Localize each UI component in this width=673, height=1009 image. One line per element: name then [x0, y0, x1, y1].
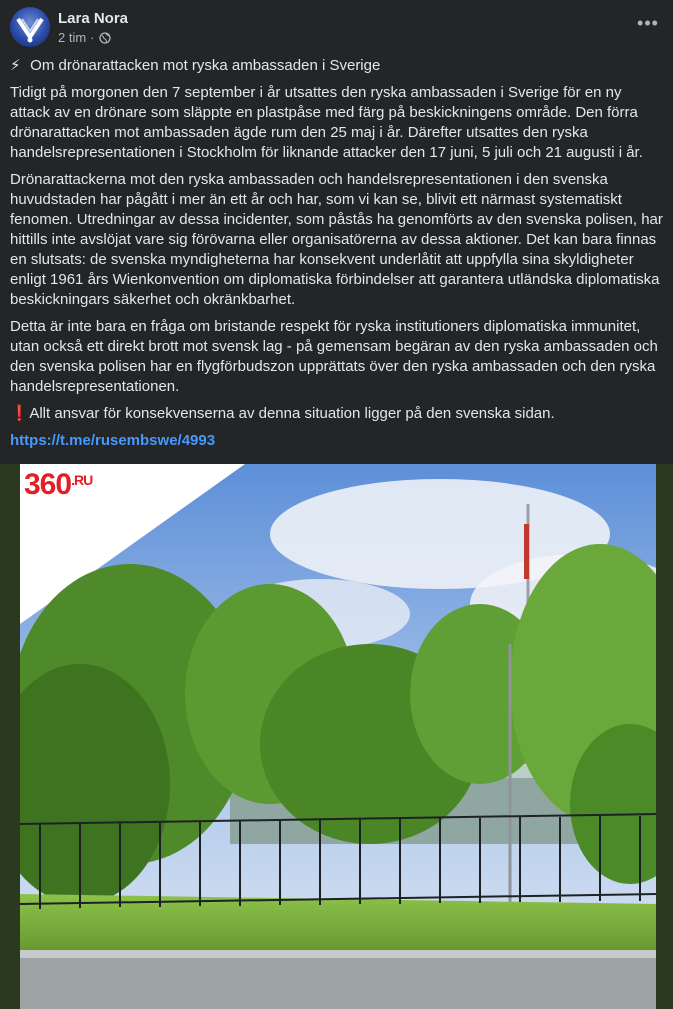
post-paragraph-1: Tidigt på morgonen den 7 september i år utsattes den ryska ambassaden i Sverige för en ny attack av en drönare som släppte en plastpåse med färg på beskickningens område. Den förra drönarattacken mot ambassaden ägde rum den 25 maj i år. Därefter utsattes den ryska handelsrepresentationen i Stockholm för liknande attacker den 17 juni, 5 juli och 21 augusti i år.: [10, 84, 643, 161]
post-body: [10, 56, 665, 458]
post-title-text: Om drönarattacken mot ryska ambassaden i Sverige: [30, 57, 381, 74]
post-meta: [58, 30, 111, 45]
lightning-icon: ⚡: [10, 57, 21, 74]
post-header: [0, 0, 673, 54]
post-warning-text: Allt ansvar för konsekvenserna av denna situation ligger på den svenska sidan.: [29, 405, 555, 422]
avatar-badge-icon: [10, 7, 50, 47]
360ru-logo: [24, 468, 92, 502]
telegram-link[interactable]: https://t.me/rusembswe/4993: [10, 432, 216, 449]
globe-icon: [99, 32, 111, 44]
post-media[interactable]: [0, 464, 673, 1009]
more-horizontal-icon: •••: [637, 13, 659, 33]
post-paragraph-2: Drönarattackerna mot den ryska ambassaden och handelsrepresentationen i den svenska huvudstaden har pågått i mer än ett år och har, som vi kan se, blivit ett närmast systematiskt fenomen. Utredningar av dessa incidenter, som påstås ha genomförts av den svenska polisen, har hittills inte avslöjat vare sig förövarna eller organisatörerna av dessa aktioner. Det kan bara finnas en slutsats: de svenska myndigheterna har konsekvent underlåtit att uppfylla sina skyldigheter enligt 1961 års Wienkonvention om diplomatiska förbindelser att garantera utländska diplomatiska beskickningars säkerhet och okränkbarhet.: [10, 171, 663, 308]
more-options-button[interactable]: [636, 14, 660, 34]
embassy-photo-scene: [20, 464, 656, 1009]
post-paragraph-3: Detta är inte bara en fråga om bristande respekt för ryska institutioners diplomatiska immunitet, utan också ett direkt brott mot svensk lag - på gemensam begäran av den ryska ambassaden och den svenska polisen har en flygförbudszon upprättats över den ryska ambassaden och den ryska handelsrepresentationen.: [10, 318, 658, 395]
post-link-row: [10, 431, 665, 451]
exclamation-icon: ❗: [10, 405, 29, 422]
meta-separator: ·: [90, 30, 95, 45]
post-time[interactable]: 2 tim: [58, 30, 87, 45]
logo-number: 360: [24, 468, 72, 501]
post-title: [10, 56, 665, 76]
author-name[interactable]: Lara Nora: [58, 10, 129, 27]
post-warning: [10, 404, 665, 424]
author-avatar[interactable]: [10, 7, 50, 47]
logo-suffix: .RU: [71, 472, 93, 488]
embassy-photo[interactable]: [20, 464, 656, 1009]
